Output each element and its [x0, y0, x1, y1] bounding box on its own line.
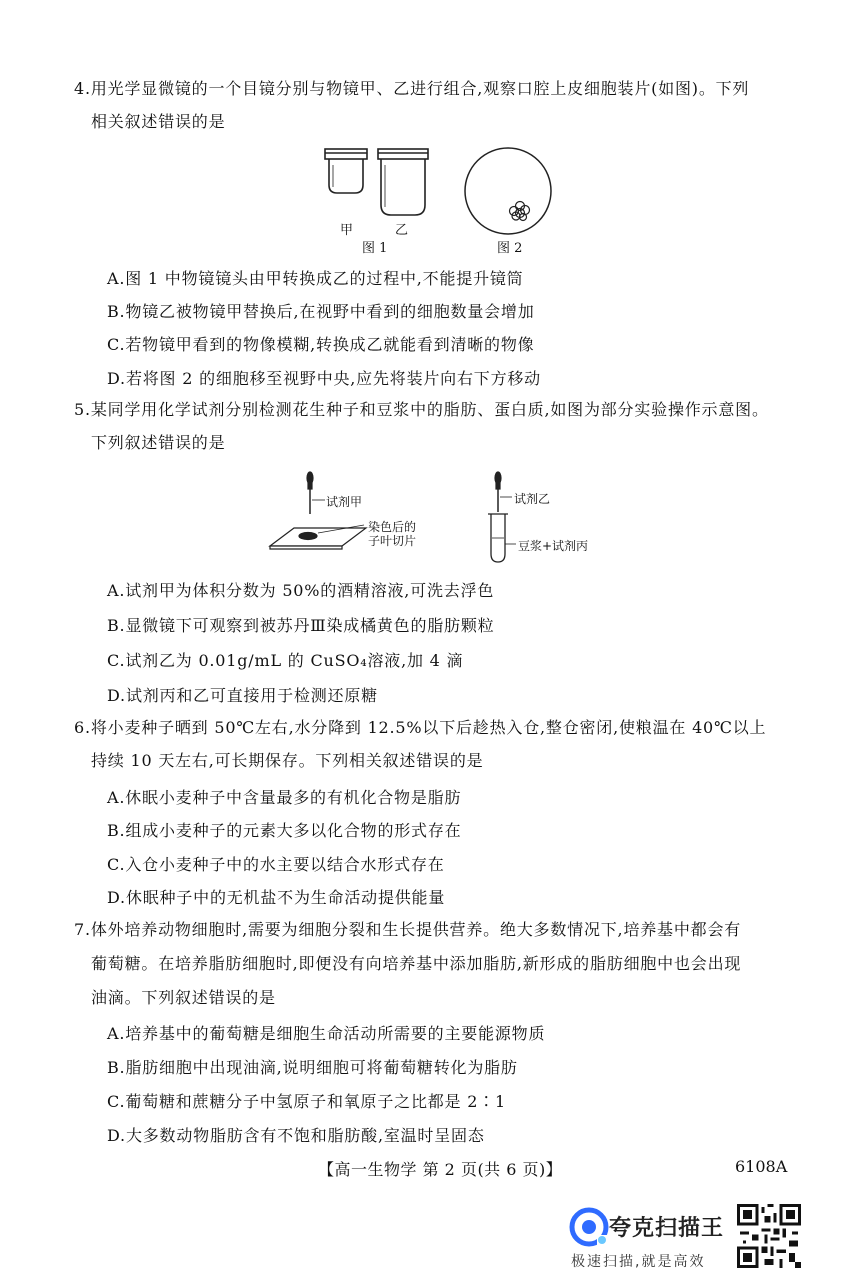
q6-stem-line1: 6.将小麦种子晒到 50℃左右,水分降到 12.5%以下后趁热入仓,整仓密闭,使粮温在 40℃以上: [74, 718, 767, 737]
page-footer: 【高一生物学 第 2 页(共 6 页)】: [318, 1160, 563, 1179]
q7-stem-line2: 葡萄糖。在培养脂肪细胞时,即便没有向培养基中添加脂肪,新形成的脂肪细胞中也会出现: [91, 954, 742, 973]
q4-option-a: A.图 1 中物镜镜头由甲转换成乙的过程中,不能提升镜筒: [107, 269, 524, 288]
slide: [270, 525, 366, 549]
q4-stem: [74, 72, 814, 138]
q7-stem: [74, 913, 814, 1015]
label-reagent-yi: 试剂乙: [514, 492, 551, 506]
q6-option-c: C.入仓小麦种子中的水主要以结合水形式存在: [107, 855, 445, 874]
qr-code-icon: [737, 1204, 801, 1268]
q5-stem-line2: 下列叙述错误的是: [91, 433, 226, 452]
q5-option-b: B.显微镜下可观察到被苏丹Ⅲ染成橘黄色的脂肪颗粒: [107, 616, 495, 635]
fig1-caption: 图 1: [362, 241, 388, 256]
q4-figure-field-of-view: [462, 145, 554, 237]
objective-yi: [378, 149, 428, 215]
q5-stem-line1: 5.某同学用化学试剂分别检测花生种子和豆浆中的脂肪、蛋白质,如图为部分实验操作示意图。: [74, 400, 769, 419]
label-reagent-jia: 试剂甲: [326, 495, 363, 509]
q6-option-a: A.休眠小麦种子中含量最多的有机化合物是脂肪: [107, 788, 462, 807]
dropper-jia: [307, 472, 325, 514]
q7-stem-line3: 油滴。下列叙述错误的是: [91, 988, 276, 1007]
q7-stem-line1: 7.体外培养动物细胞时,需要为细胞分裂和生长提供营养。绝大多数情况下,培养基中都会有: [74, 920, 742, 939]
q7-option-d: D.大多数动物脂肪含有不饱和脂肪酸,室温时呈固态: [107, 1126, 485, 1145]
scanner-watermark: [565, 1205, 735, 1277]
q5-option-c: C.试剂乙为 0.01g/mL 的 CuSO₄溶液,加 4 滴: [107, 651, 464, 670]
q6-option-b: B.组成小麦种子的元素大多以化合物的形式存在: [107, 821, 462, 840]
q6-stem: [74, 711, 814, 777]
dropper-yi: [495, 472, 512, 512]
q4-option-b: B.物镜乙被物镜甲替换后,在视野中看到的细胞数量会增加: [107, 302, 535, 321]
scanner-logo-icon: [569, 1207, 609, 1247]
q5-option-a: A.试剂甲为体积分数为 50%的酒精溶液,可洗去浮色: [107, 581, 495, 600]
q7-option-b: B.脂肪细胞中出现油滴,说明细胞可将葡萄糖转化为脂肪: [107, 1058, 518, 1077]
q5-option-d: D.试剂丙和乙可直接用于检测还原糖: [107, 686, 378, 705]
paper-code: 6108A: [735, 1157, 788, 1176]
scanner-title: 夸克扫描王: [609, 1216, 725, 1241]
label-slice-line1: 染色后的: [368, 520, 417, 534]
test-tube: [488, 514, 516, 562]
objective-jia: [325, 149, 367, 193]
label-stained-slice: [368, 520, 416, 548]
q6-stem-line2: 持续 10 天左右,可长期保存。下列相关叙述错误的是: [91, 751, 484, 770]
cell-cluster: [510, 202, 530, 221]
scanner-subtitle: 极速扫描,就是高效: [571, 1254, 706, 1270]
q4-option-c: C.若物镜甲看到的物像模糊,转换成乙就能看到清晰的物像: [107, 335, 535, 354]
q7-option-a: A.培养基中的葡萄糖是细胞生命活动所需要的主要能源物质: [107, 1024, 546, 1043]
q7-option-c: C.葡萄糖和蔗糖分子中氢原子和氧原子之比都是 2∶1: [107, 1092, 507, 1111]
label-soymilk-reagent-bing: 豆浆+试剂丙: [518, 539, 589, 553]
q5-stem: [74, 393, 814, 459]
q6-option-d: D.休眠种子中的无机盐不为生命活动提供能量: [107, 888, 446, 907]
q4-option-d: D.若将图 2 的细胞移至视野中央,应先将装片向右下方移动: [107, 369, 541, 388]
q4-stem-line1: 4.用光学显微镜的一个目镜分别与物镜甲、乙进行组合,观察口腔上皮细胞装片(如图)。下列: [74, 79, 750, 98]
label-jia: 甲: [340, 223, 354, 238]
label-yi: 乙: [395, 223, 409, 238]
fig2-caption: 图 2: [497, 241, 523, 256]
q4-figure-objectives: [320, 145, 440, 227]
label-slice-line2: 子叶切片: [368, 534, 417, 548]
q4-stem-line2: 相关叙述错误的是: [91, 112, 226, 131]
